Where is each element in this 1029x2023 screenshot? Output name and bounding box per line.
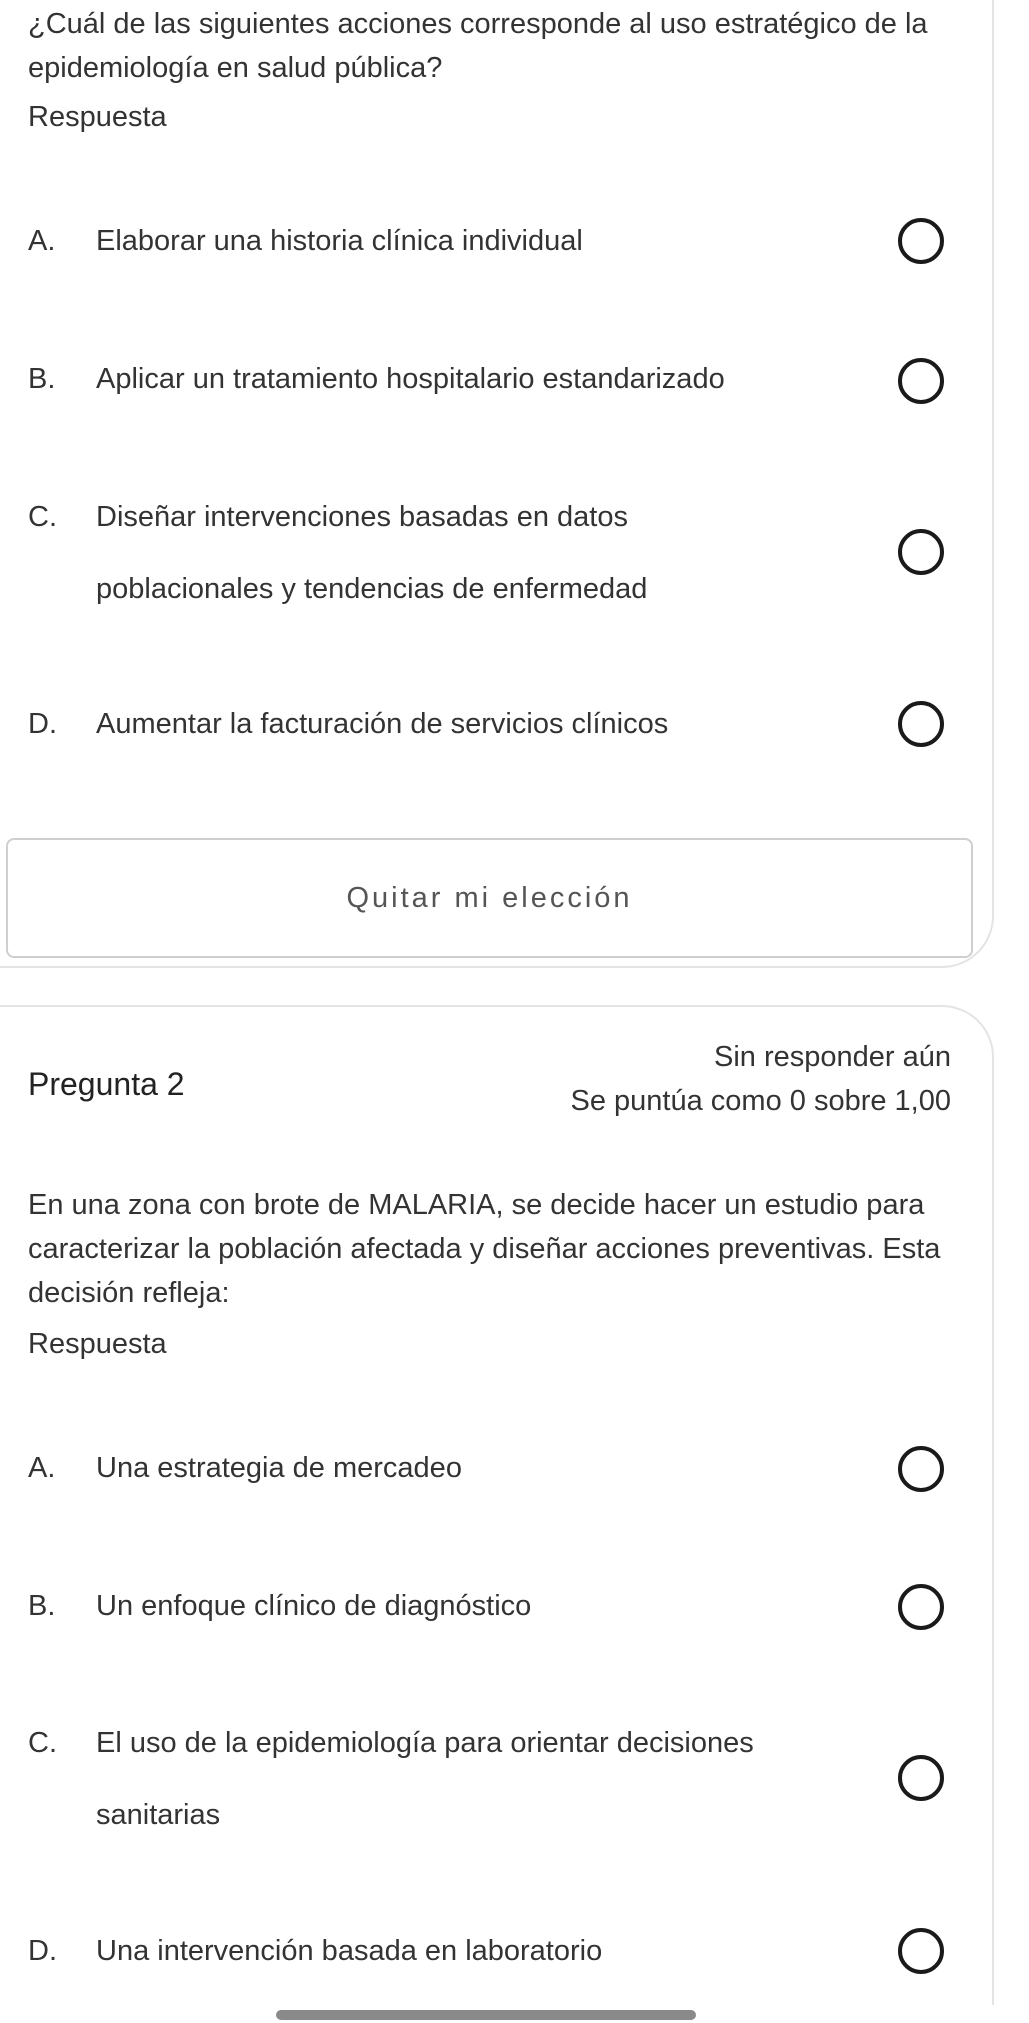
q1-option-b-letter: B. bbox=[28, 363, 56, 395]
q1-option-d-text: Aumentar la facturación de servicios clínicos bbox=[96, 708, 669, 740]
q2-option-d-text: Una intervención basada en laboratorio bbox=[96, 1935, 603, 1967]
q1-option-c-radio[interactable] bbox=[898, 529, 944, 575]
q2-option-a-letter: A. bbox=[28, 1452, 56, 1484]
q2-option-a-radio[interactable] bbox=[898, 1446, 944, 1492]
q1-option-b[interactable] bbox=[0, 343, 990, 415]
q2-option-b-text: Un enfoque clínico de diagnóstico bbox=[96, 1590, 532, 1622]
q1-option-a-radio[interactable] bbox=[898, 218, 944, 264]
q2-option-c-letter: C. bbox=[28, 1727, 57, 1759]
q2-option-c-text-line1: El uso de la epidemiología para orientar decisiones bbox=[96, 1727, 754, 1759]
home-indicator-bar[interactable] bbox=[276, 2010, 696, 2020]
q1-option-a-text: Elaborar una historia clínica individual bbox=[96, 225, 583, 257]
q1-option-c-text-line1: Diseñar intervenciones basadas en datos bbox=[96, 501, 628, 533]
q2-option-b[interactable] bbox=[0, 1570, 990, 1642]
question-2-status: Sin responder aún bbox=[714, 1041, 951, 1073]
q2-option-d[interactable] bbox=[0, 1915, 990, 1987]
question-2-text: En una zona con brote de MALARIA, se decide hacer un estudio para caracterizar la población afectada y diseñar acciones preventivas. Esta decisión refleja: bbox=[28, 1189, 941, 1309]
question-2-info bbox=[571, 1035, 951, 1123]
q1-option-a-letter: A. bbox=[28, 225, 56, 257]
q2-option-c-radio[interactable] bbox=[898, 1755, 944, 1801]
q1-option-d[interactable] bbox=[0, 688, 990, 760]
question-2-title: Pregunta 2 bbox=[28, 1066, 185, 1102]
q2-option-d-radio[interactable] bbox=[898, 1928, 944, 1974]
q1-option-a[interactable] bbox=[0, 205, 990, 277]
question-2-card bbox=[0, 1005, 994, 2005]
q1-option-c-text-line2: poblacionales y tendencias de enfermedad bbox=[96, 573, 648, 605]
question-1-answer-label: Respuesta bbox=[28, 101, 167, 133]
clear-choice-button[interactable]: Quitar mi elección bbox=[6, 838, 973, 958]
q1-option-d-letter: D. bbox=[28, 708, 57, 740]
q1-option-d-radio[interactable] bbox=[898, 701, 944, 747]
q2-option-d-letter: D. bbox=[28, 1935, 57, 1967]
q1-option-b-radio[interactable] bbox=[898, 358, 944, 404]
q2-option-b-radio[interactable] bbox=[898, 1584, 944, 1630]
q2-option-c-text-line2: sanitarias bbox=[96, 1799, 221, 1831]
question-2-answer-label: Respuesta bbox=[28, 1328, 167, 1360]
q1-option-c-letter: C. bbox=[28, 501, 57, 533]
q2-option-a[interactable] bbox=[0, 1432, 990, 1504]
question-1-text: ¿Cuál de las siguientes acciones corresponde al uso estratégico de la epidemiología en salud pública? bbox=[28, 8, 928, 84]
question-2-score: Se puntúa como 0 sobre 1,00 bbox=[570, 1085, 951, 1117]
q2-option-a-text: Una estrategia de mercadeo bbox=[96, 1452, 462, 1484]
q1-option-b-text: Aplicar un tratamiento hospitalario estandarizado bbox=[96, 363, 725, 395]
q2-option-c[interactable] bbox=[0, 1707, 990, 1851]
q1-option-c[interactable] bbox=[0, 481, 990, 625]
q2-option-b-letter: B. bbox=[28, 1590, 56, 1622]
